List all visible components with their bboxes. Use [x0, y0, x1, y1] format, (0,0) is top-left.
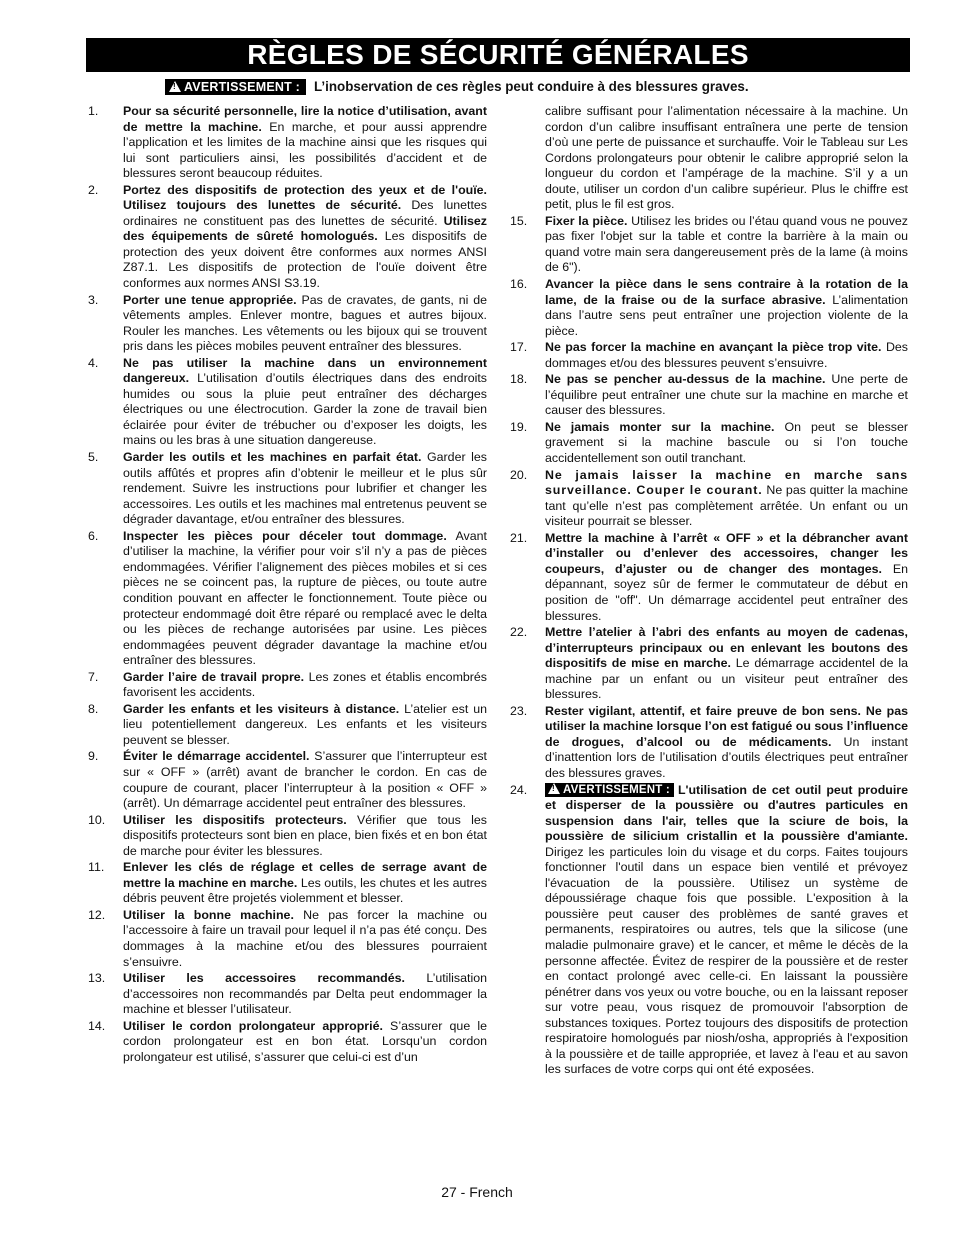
rule-heading: Garder les enfants et les visiteurs à distance.: [123, 701, 400, 716]
rule-text: On peut se blesser gravement si la machine bascule ou si l’on touche accidentellement son outil tranchant.: [545, 419, 909, 466]
rule-item-6: [86, 529, 487, 669]
rule-heading: Mettre la machine à l’arrêt « OFF » et la débrancher avant d’installer ou d’enlever des accessoires, changer les coupeurs, d’ajuster ou de changer des montages.: [545, 530, 908, 576]
rule-number: 21.: [510, 530, 528, 545]
rule-heading: Garder les outils et les machines en parfait état.: [123, 450, 422, 465]
rule-item-16: [508, 277, 908, 339]
rule-text: L’utilisation d’outils électriques dans des endroits humides ou sous la pluie peut entraîner des décharges électriques ou une électrocution. Garder la zone de travail bien éclairée pour éviter de trébucher ou d’exposer les doigts, les mains ou les bras à une situation dangereuse.: [123, 371, 487, 448]
rule-item-8: [86, 702, 487, 749]
warning-triangle-icon: [548, 783, 560, 794]
rule-text: Dirigez les particules loin du visage et du corps. Faites toujours fonctionner l'outil dans un espace bien ventilé et prévoyez l'évacuation de la poussière. Utilisez un système de dépoussiérage chaque fois que possible. L'exposition à la poussière peut causer des problèmes de santé graves et permanents, respiratoires ou autres, tels que la silicose (une maladie pulmonaire grave) et le cancer, et même le décès de la personne affectée. Évitez de respirer de la poussière et de rester en contact prolongé avec celle-ci. En laissant la poussière pénétrer dans vos yeux ou votre bouche, ou en la laissant reposer sur votre peau, vous risquez de promouvoir l'absorption de substances toxiques. Portez toujours des dispositifs de protection respiratoire homologués par niosh/osha, appropriés à l'exposition à la poussière et de taille appropriée, et lavez à l'eau et au savon les surfaces de votre corps qui ont été exposées.: [545, 844, 908, 1077]
rule-number: 23.: [510, 703, 528, 718]
rule-heading: Utiliser les accessoires recommandés.: [123, 971, 405, 986]
rule-heading: Porter une tenue appropriée.: [123, 292, 297, 307]
rule-item-14-continued: calibre suffisant pour l’alimentation nécessaire à la machine. Un cordon d’un calibre insuffisant entraînera une perte de tension d’où une perte de puissance et surchauffe. Voir le Tableau sur Les Cordons prolongateurs pour obtenir le calibre approprié selon la longueur du cordon et l’ampérage de la machine. S’il y a un doute, utiliser un cordon d’un calibre supérieur. Plus le chiffre est petit, plus le fil est gros.: [545, 104, 908, 212]
warning-badge-label: AVERTISSEMENT :: [563, 784, 670, 797]
rule-text: Utilisez les brides ou l’étau quand vous ne pouvez pas fixer l'objet sur la table et contre la barrière à la main ou quand votre main sera dangereusement près de la lame (à moins de 6").: [545, 213, 908, 275]
warning-badge: [545, 783, 674, 797]
rule-heading: Ne jamais laisser la machine en marche sans surveillance. Couper le courant.: [545, 467, 908, 498]
rule-number: 22.: [510, 625, 528, 640]
rule-item-23: [508, 704, 908, 782]
rule-number: 3.: [88, 292, 99, 307]
rule-item-15: [508, 214, 908, 276]
warning-triangle-icon: [169, 81, 181, 92]
rule-text: En dépannant, soyez sûr de fermer le commutateur de début en position de "off". Un démarrage accidentel peut entraîner des blessures.: [545, 561, 908, 623]
warning-badge: [165, 79, 306, 95]
rule-text: Les outils, les chutes et les autres débris peuvent être projetés violemment et blesser.: [123, 875, 488, 906]
rule-text: Vérifier que tous les dispositifs protecteurs sont bien en place, bien fixés et en bon état de marche pour éviter les blessures.: [123, 812, 487, 858]
rule-number: 1.: [88, 104, 99, 118]
rule-item-7: [86, 670, 487, 701]
rule-text: Les zones et établis encombrés favorisent les accidents.: [123, 669, 487, 700]
rule-item-21: [508, 531, 908, 624]
rule-item-20: [508, 468, 908, 530]
rule-heading: Ne jamais monter sur la machine.: [545, 419, 775, 434]
rule-text: Ne pas quitter la machine tant qu’elle n’est pas complètement arrêtée. Un enfant ou un visiteur pourrait se blesser.: [545, 483, 908, 529]
warning-badge-label: AVERTISSEMENT :: [184, 79, 300, 94]
rule-number: 14.: [88, 1018, 106, 1033]
rule-item-17: [508, 340, 908, 371]
rule-number: 17.: [510, 340, 528, 355]
rule-text: En marche, et pour aussi apprendre l’application et les limites de la machine ainsi que les risques qui lui sont particuliers ainsi, les possibilités d’accident et de blessures seront beaucoup réduites.: [123, 119, 487, 181]
rule-item-11: [86, 860, 487, 907]
rule-number: 10.: [88, 812, 106, 827]
rule-number: 5.: [88, 450, 99, 465]
warning-line: [165, 78, 925, 98]
rule-heading: Enlever les clés de réglage et celles de serrage avant de mettre la machine en marche.: [123, 860, 487, 890]
rule-text: Des lunettes ordinaires ne constituent pas des lunettes de sécurité.: [123, 198, 487, 228]
rule-item-19: [508, 420, 908, 467]
rule-number: 20.: [510, 467, 528, 482]
rule-number: 4.: [88, 355, 99, 370]
rule-item-13: [86, 971, 487, 1018]
rule-text: Avant d’utiliser la machine, la vérifier pour voir s’il n’y a pas de pièces endommagées. Vérifier l’alignement des pièces mobiles et si ces pièces ne se coincent pas, la rupture de pièces, ou toute autre condition pouvant en affecter le fonctionnement. Toute pièce ou protecteur endommagé doit être réparé ou remplacé avec le delta ou les pièces de rechange autorisées par usine. Les pièces endommagées peuvent dégrader davantage la machine et/ou entraîner des blessures.: [123, 528, 487, 668]
rule-heading-2: Utilisez des équipements de sûreté homologués.: [123, 213, 487, 244]
rule-text: Une perte de l’équilibre peut entraîner une chute sur la machine en marche et causer des blessures.: [545, 372, 908, 418]
rule-item-1: [86, 104, 487, 182]
rule-heading: Avancer la pièce dans le sens contraire à la rotation de la lame, de la fraise ou de la surface abrasive.: [545, 277, 908, 307]
left-column: [86, 104, 487, 1066]
rule-heading: Portez des dispositifs de protection des yeux et de l'ouïe. Utilisez toujours des lunettes de sécurité.: [123, 182, 487, 213]
right-column: [508, 104, 908, 1079]
rule-item-18: [508, 372, 908, 419]
rule-item-10: [86, 813, 487, 860]
rule-heading: Utiliser la bonne machine.: [123, 907, 294, 922]
rule-number: 8.: [88, 701, 99, 716]
rule-number: 7.: [88, 669, 99, 684]
rule-text: L’alimentation dans l’autre sens peut entraîner une projection violente de la pièce.: [545, 292, 908, 338]
rule-text: Le démarrage accidentel de la machine par un enfant ou un visiteur peut entraîner des blessures.: [545, 656, 908, 702]
rule-item-5: [86, 450, 487, 528]
rule-number: 15.: [510, 213, 528, 228]
rule-heading: Garder l’aire de travail propre.: [123, 669, 305, 684]
page-footer: 27 - French: [441, 1184, 513, 1200]
rule-text: L’atelier est un lieu potentiellement dangereux. Les enfants et les visiteurs peuvent se blesser.: [123, 701, 487, 747]
rule-heading: Ne pas utiliser la machine dans un environnement dangereux.: [123, 355, 487, 386]
rule-item-14: [86, 1019, 487, 1066]
rule-number: 11.: [88, 860, 105, 875]
rule-number: 12.: [88, 907, 106, 922]
rule-heading: Utiliser les dispositifs protecteurs.: [123, 812, 347, 827]
rule-item-3: [86, 293, 487, 355]
rule-heading: Ne pas se pencher au-dessus de la machine.: [545, 372, 826, 387]
rule-item-4: [86, 356, 487, 449]
rule-item-12: [86, 908, 487, 970]
rule-text: S’assurer que l’interrupteur est sur « OFF » (arrêt) avant de brancher le cordon. En cas de coupure de courant, placer l’interrupteur à la position « OFF » (arrêt). Un démarrage accidentel peut entraîner des blessures.: [123, 749, 487, 811]
rule-heading: Ne pas forcer la machine en avançant la pièce trop vite.: [545, 340, 882, 355]
rule-heading: Utiliser le cordon prolongateur approprié.: [123, 1018, 383, 1033]
rule-heading: Mettre l’atelier à l’abri des enfants au moyen de cadenas, d’interrupteurs principaux ou en enlevant les boutons des dispositifs de mise en marche.: [545, 625, 908, 671]
rule-heading: L'utilisation de cet outil peut produire et disperser de la poussière ou d'autres particules en suspension dans l'air, telles que la sciure de bois, la poussière de silicium cristallin et la poussière d'amiante.: [545, 782, 908, 844]
rule-text-2: Les dispositifs de protection des yeux doivent être conformes aux normes ANSI Z87.1. Les dispositifs de protection de l'ouïe doivent être conformes aux normes ANSI S3.19.: [123, 229, 487, 291]
rule-number: 13.: [88, 971, 106, 986]
rule-number: 6.: [88, 528, 99, 543]
rule-text: Ne pas forcer la machine ou l’accessoire à faire un travail pour lequel il n’a pas été conçu. Des dommages à la machine et/ou des blessures pourraient s’ensuivre.: [123, 907, 488, 969]
rule-heading: Rester vigilant, attentif, et faire preuve de bon sens. Ne pas utiliser la machine lorsque l’on est fatigué ou sous l’influence de drogues, d’alcool ou de médicaments.: [545, 703, 908, 749]
rule-item-2: [86, 183, 487, 292]
rule-number: 9.: [88, 749, 99, 764]
rule-number: 24.: [510, 782, 528, 797]
rule-text: S’assurer que le cordon prolongateur est en bon état. Lorsqu’un cordon prolongateur est utilisé, s’assurer que celui-ci est d’un: [123, 1018, 487, 1064]
rule-number: 19.: [510, 419, 528, 434]
rule-item-24: [508, 783, 908, 1078]
rule-number: 18.: [510, 372, 528, 387]
rule-heading: Pour sa sécurité personnelle, lire la notice d’utilisation, avant de mettre la machine.: [123, 104, 487, 134]
rule-text: Pas de cravates, de gants, ni de vêtements amples. Enlever montre, bagues et autres bijoux. Rouler les manches. Les vêtements ou les bijoux qui se trouvent pris dans les pièces mobiles peuvent entraîner des blessures.: [123, 292, 487, 354]
rule-text: L’utilisation d’accessoires non recommandés par Delta peut endommager la machine et blesser l’utilisateur.: [123, 971, 487, 1017]
page-title: RÈGLES DE SÉCURITÉ GÉNÉRALES: [86, 38, 910, 72]
rule-number: 2.: [88, 182, 99, 197]
rule-item-22: [508, 625, 908, 703]
rule-text: Garder les outils affûtés et propres afin d’obtenir le meilleur et le plus sûr rendement. Suivre les instructions pour lubrifier et changer les accessoires. Les outils et les machines mal entretenus peuvent se dégrader davantage, et/ou entraîner des blessures.: [123, 450, 487, 527]
rule-item-9: [86, 749, 487, 811]
rule-heading: Éviter le démarrage accidentel.: [123, 749, 310, 764]
rule-heading: Fixer la pièce.: [545, 213, 628, 228]
rule-text: Des dommages et/ou des blessures peuvent s’ensuivre.: [545, 340, 909, 370]
rule-text: Un instant d’inattention lors de l’utilisation d’outils électriques peut entraîner des blessures graves.: [545, 734, 909, 780]
warning-text: L’inobservation de ces règles peut conduire à des blessures graves.: [313, 79, 749, 95]
rule-heading: Inspecter les pièces pour déceler tout dommage.: [123, 528, 447, 543]
rule-number: 16.: [510, 277, 528, 292]
